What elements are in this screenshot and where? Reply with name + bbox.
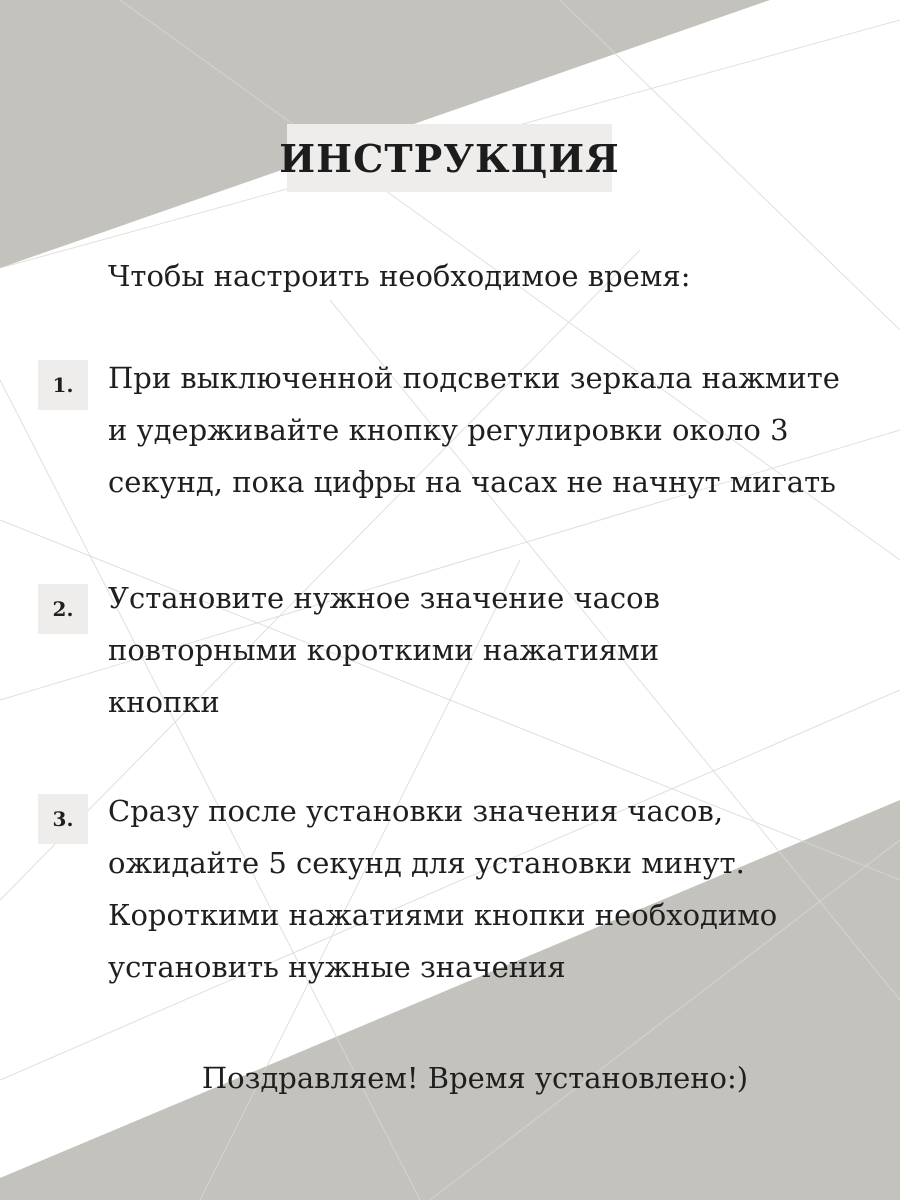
step-line: повторными короткими нажатиями <box>108 633 660 667</box>
step-text <box>108 785 888 993</box>
step-text <box>108 572 888 728</box>
step-line: Установите нужное значение часов <box>108 581 660 615</box>
step-line: кнопки <box>108 685 220 719</box>
page-title: ИНСТРУКЦИЯ <box>279 135 620 181</box>
step-line: ожидайте 5 секунд для установки минут. <box>108 846 745 880</box>
step-line: установить нужные значения <box>108 950 566 984</box>
step-text <box>108 352 888 508</box>
step-line: Сразу после установки значения часов, <box>108 794 724 828</box>
step-line: секунд, пока цифры на часах не начнут мигать <box>108 465 836 499</box>
step-line: и удерживайте кнопку регулировки около 3 <box>108 413 789 447</box>
step-number-badge: 1. <box>38 360 88 410</box>
step-line: При выключенной подсветки зеркала нажмите <box>108 361 840 395</box>
title-box <box>279 124 620 192</box>
step-number-badge: 2. <box>38 584 88 634</box>
congratulations-text: Поздравляем! Время установлено:) <box>201 1061 749 1095</box>
step-line: Короткими нажатиями кнопки необходимо <box>108 898 778 932</box>
step-number-badge: 3. <box>38 794 88 844</box>
intro-text: Чтобы настроить необходимое время: <box>108 259 691 293</box>
